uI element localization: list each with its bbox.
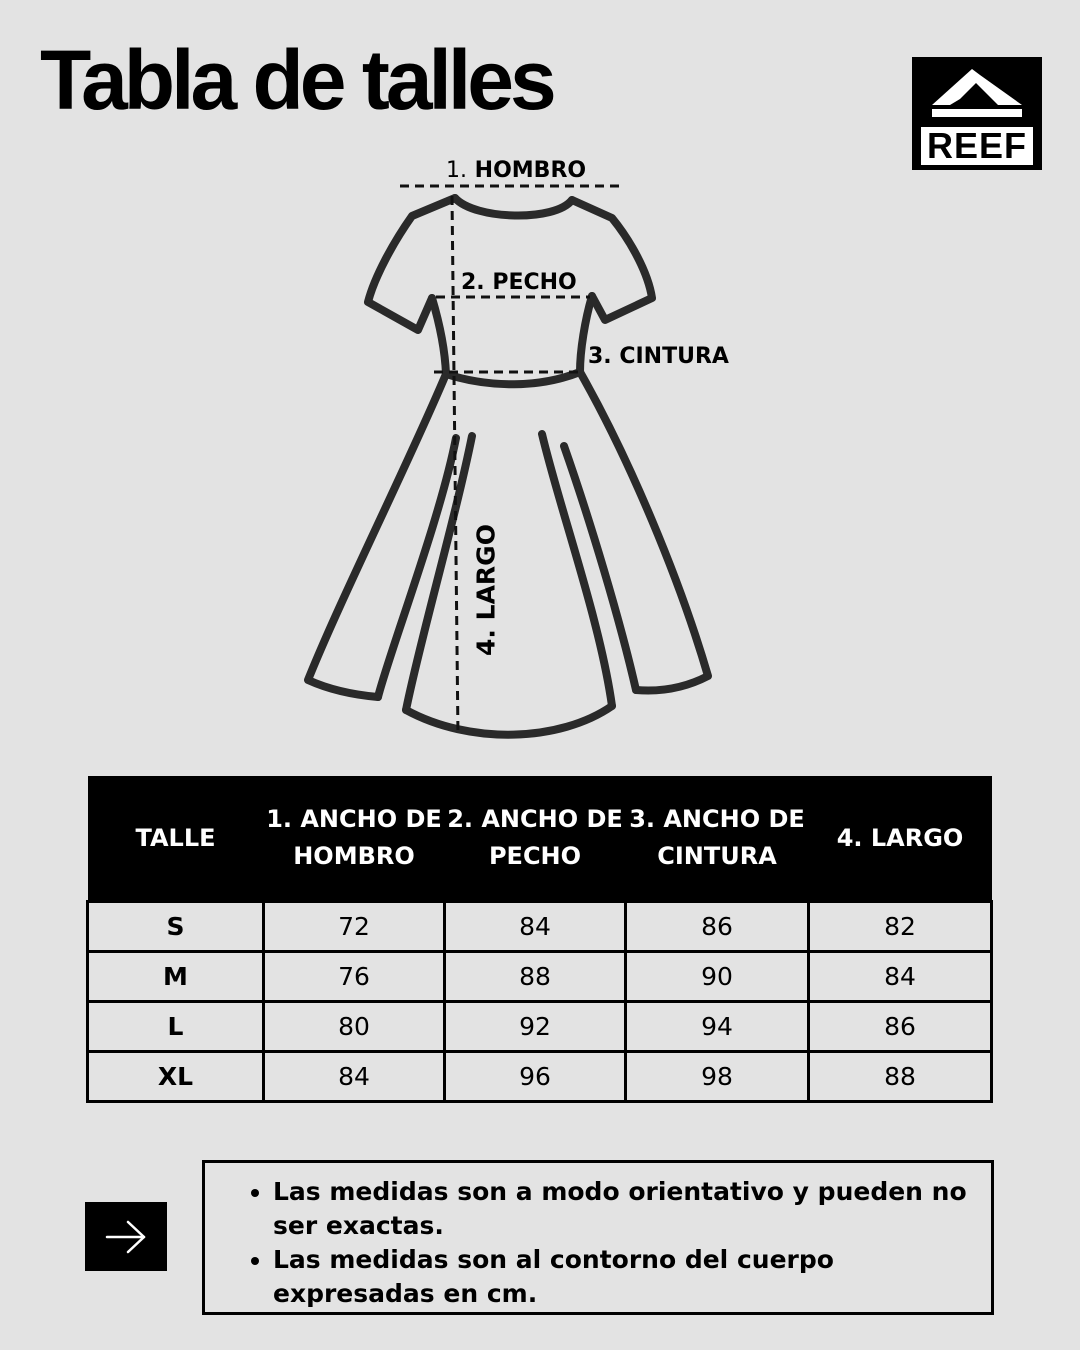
header-talle: TALLE bbox=[88, 776, 264, 902]
table-row bbox=[88, 902, 992, 952]
cell-size: S bbox=[88, 902, 264, 952]
table-header-row bbox=[88, 776, 992, 902]
cell-hombro: 76 bbox=[264, 952, 445, 1002]
header-ancho-cintura: 3. ANCHO DE CINTURA bbox=[626, 776, 809, 902]
cell-largo: 86 bbox=[809, 1002, 992, 1052]
header-ancho-pecho: 2. ANCHO DE PECHO bbox=[445, 776, 626, 902]
cell-cintura: 86 bbox=[626, 902, 809, 952]
cell-size: M bbox=[88, 952, 264, 1002]
table-row bbox=[88, 952, 992, 1002]
label-hombro: 1. HOMBRO bbox=[446, 158, 587, 183]
label-cintura: 3. CINTURA bbox=[588, 344, 729, 369]
page-title: Tabla de talles bbox=[40, 33, 553, 127]
cell-hombro: 80 bbox=[264, 1002, 445, 1052]
cell-size: XL bbox=[88, 1052, 264, 1102]
cell-cintura: 98 bbox=[626, 1052, 809, 1102]
table-row bbox=[88, 1052, 992, 1102]
notes-box bbox=[202, 1160, 994, 1315]
cell-pecho: 84 bbox=[445, 902, 626, 952]
note-item: • Las medidas son a modo orientativo y pueden no ser exactas. bbox=[273, 1175, 971, 1243]
label-pecho: 2. PECHO bbox=[461, 270, 577, 295]
cell-hombro: 84 bbox=[264, 1052, 445, 1102]
cell-pecho: 92 bbox=[445, 1002, 626, 1052]
brand-logo-text: REEF bbox=[921, 127, 1033, 165]
cell-pecho: 88 bbox=[445, 952, 626, 1002]
table-row bbox=[88, 1002, 992, 1052]
cell-pecho: 96 bbox=[445, 1052, 626, 1102]
cell-hombro: 72 bbox=[264, 902, 445, 952]
size-table bbox=[86, 776, 993, 1103]
cell-cintura: 90 bbox=[626, 952, 809, 1002]
cell-largo: 82 bbox=[809, 902, 992, 952]
next-button[interactable] bbox=[85, 1202, 167, 1271]
label-largo: 4. LARGO bbox=[471, 524, 501, 656]
header-largo: 4. LARGO bbox=[809, 776, 992, 902]
note-item: • Las medidas son al contorno del cuerpo expresadas en cm. bbox=[273, 1243, 971, 1311]
cell-largo: 88 bbox=[809, 1052, 992, 1102]
cell-size: L bbox=[88, 1002, 264, 1052]
header-ancho-hombro: 1. ANCHO DE HOMBRO bbox=[264, 776, 445, 902]
arrow-right-icon bbox=[104, 1219, 148, 1255]
cell-largo: 84 bbox=[809, 952, 992, 1002]
cell-cintura: 94 bbox=[626, 1002, 809, 1052]
